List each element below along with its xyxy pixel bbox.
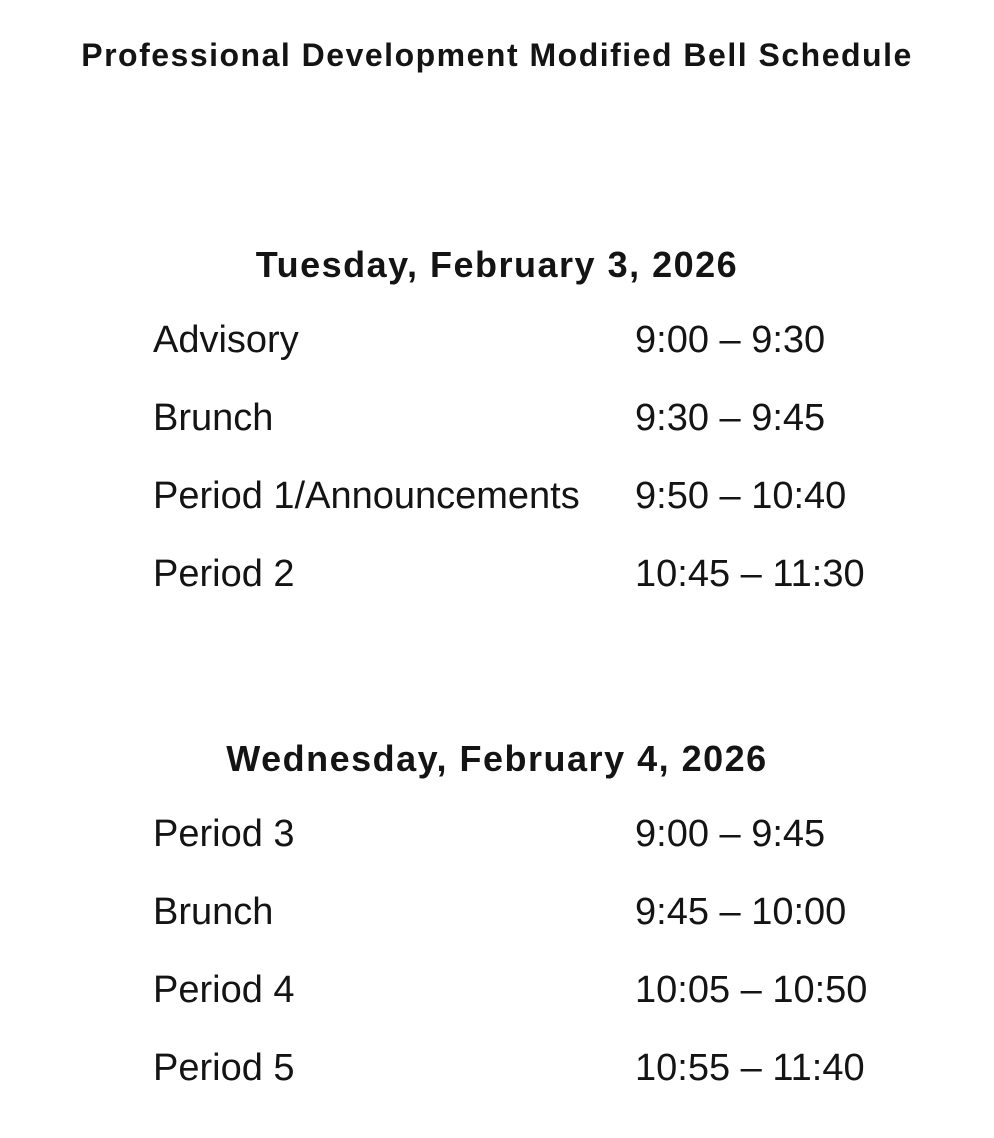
period-time: 10:05 – 10:50 [635,969,868,1011]
period-label: Period 4 [153,969,295,1011]
period-time: 9:45 – 10:00 [635,891,847,933]
period-time: 9:00 – 9:45 [635,813,826,855]
schedule-row [153,1029,994,1107]
period-label: Period 1/Announcements [153,475,580,517]
period-label: Advisory [153,319,299,361]
day-heading-wednesday: Wednesday, February 4, 2026 [226,738,768,779]
period-label: Period 5 [153,1047,295,1089]
period-time: 9:50 – 10:40 [635,475,847,517]
day-section-wednesday [0,737,994,1107]
schedule-row [153,457,994,535]
period-time: 9:00 – 9:30 [635,319,826,361]
period-label: Period 3 [153,813,295,855]
schedule-row [153,379,994,457]
day-heading-tuesday: Tuesday, February 3, 2026 [255,244,739,285]
schedule-row [153,301,994,379]
period-label: Brunch [153,397,274,439]
period-label: Brunch [153,891,274,933]
schedule-rows-wednesday [153,795,994,1107]
schedule-row [153,873,994,951]
schedule-row [153,951,994,1029]
period-time: 10:45 – 11:30 [635,553,865,595]
period-time: 10:55 – 11:40 [635,1047,865,1089]
period-time: 9:30 – 9:45 [635,397,826,439]
schedule-rows-tuesday [153,301,994,613]
day-section-tuesday [0,243,994,613]
period-label: Period 2 [153,553,295,595]
document-title: Professional Development Modified Bell Schedule [81,37,913,73]
schedule-row [153,795,994,873]
schedule-row [153,535,994,613]
